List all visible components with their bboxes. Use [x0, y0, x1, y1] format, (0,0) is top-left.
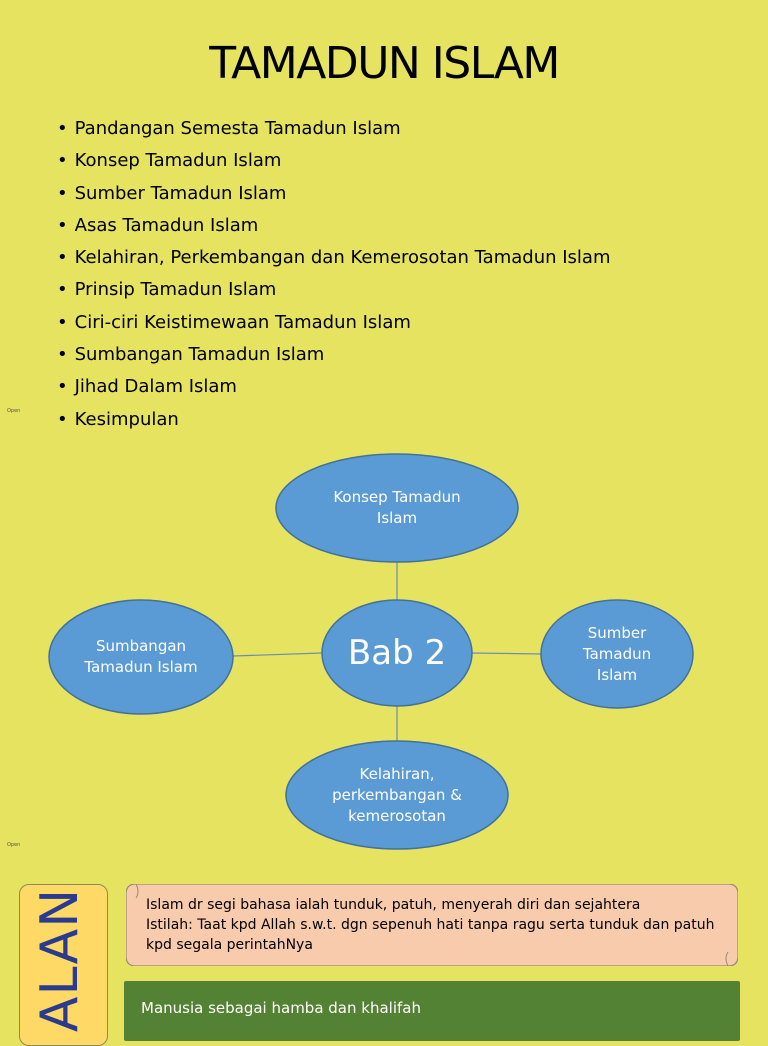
list-item: • Ciri-ciri Keistimewaan Tamadun Islam: [57, 310, 611, 342]
green-box: [124, 981, 740, 1041]
list-item: • Pandangan Semesta Tamadun Islam: [57, 116, 611, 148]
slide-title: TAMADUN ISLAM: [209, 38, 559, 89]
definition-line: Istilah: Taat kpd Allah s.w.t. dgn sepenuh hati tanpa ragu serta tunduk dan patuh kpd segala perintahNya: [146, 917, 715, 953]
green-box-label: Manusia sebagai hamba dan khalifah: [141, 999, 421, 1017]
side-tab: [19, 884, 108, 1046]
node-label: kemerosotan: [348, 806, 446, 825]
node-label: Islam: [376, 509, 418, 527]
node-label: perkembangan &: [332, 785, 462, 804]
list-item: • Kelahiran, Perkembangan dan Kemerosotan Tamadun Islam: [57, 245, 611, 277]
node-label: Kelahiran,: [359, 764, 435, 783]
node-center: Bab 2: [347, 633, 447, 673]
node-sumbangan: [60, 626, 222, 688]
list-item: • Kesimpulan: [57, 407, 611, 439]
list-item: • Asas Tamadun Islam: [57, 213, 611, 245]
node-kelahiran: [296, 761, 498, 829]
node-label: Tamadun: [582, 644, 652, 663]
node-sumber: [548, 620, 686, 688]
definition-line: Islam dr segi bahasa ialah tunduk, patuh, menyerah diri dan sejahtera: [146, 897, 641, 913]
list-item: • Prinsip Tamadun Islam: [57, 277, 611, 309]
definition-text: [146, 895, 731, 955]
list-item: • Jihad Dalam Islam: [57, 374, 611, 406]
node-label: Konsep Tamadun: [333, 488, 461, 506]
connector-right: [471, 653, 542, 654]
open-label: Open: [7, 842, 21, 848]
connector-left: [233, 653, 322, 656]
node-label: Tamadun Islam: [84, 658, 198, 676]
list-item: • Sumber Tamadun Islam: [57, 181, 611, 213]
definition-scroll: [126, 884, 738, 966]
list-item: • Konsep Tamadun Islam: [57, 148, 611, 180]
node-label: Islam: [596, 665, 638, 684]
side-tab-label: ALAN: [30, 887, 90, 1033]
topic-list: [57, 116, 611, 439]
list-item: • Sumbangan Tamadun Islam: [57, 342, 611, 374]
node-label: Sumber: [587, 623, 647, 642]
open-label: Open: [7, 408, 21, 414]
node-konsep: [290, 478, 504, 538]
node-label: Sumbangan: [95, 637, 187, 655]
